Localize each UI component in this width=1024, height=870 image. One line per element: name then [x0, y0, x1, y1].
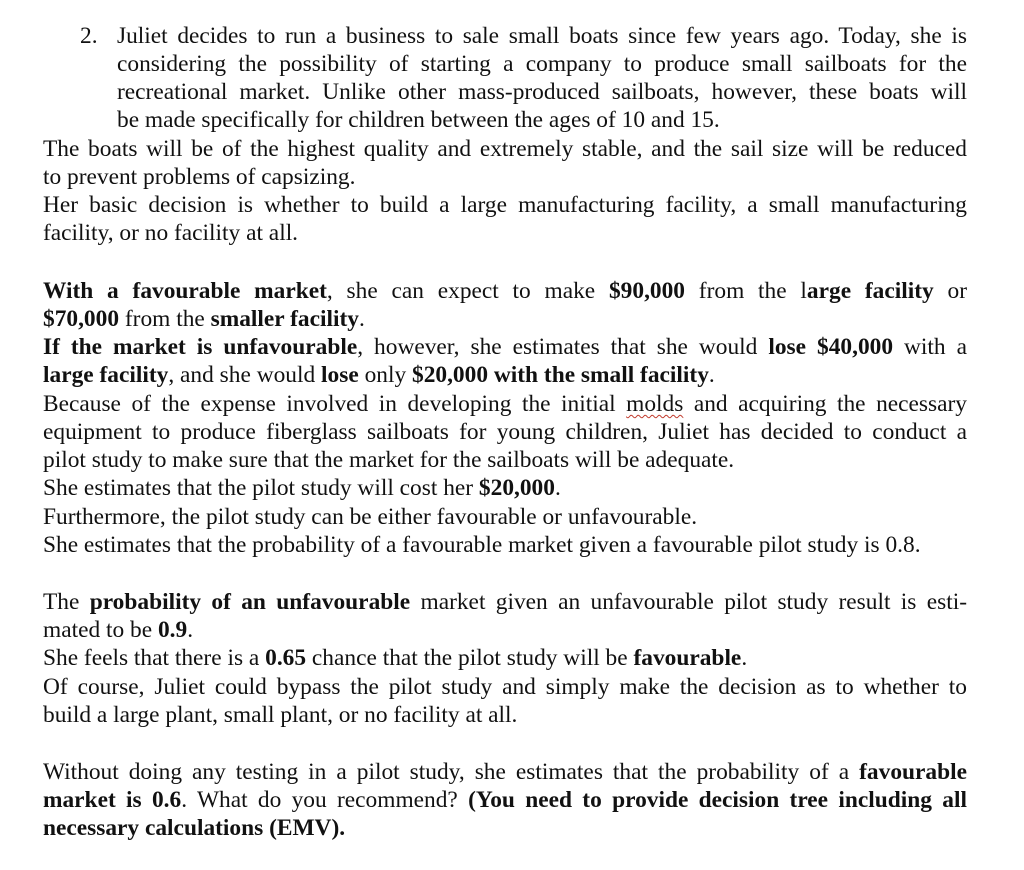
spellcheck-word: molds — [626, 391, 684, 417]
text: . What do you recommend? — [181, 787, 469, 813]
text: Without doing any testing in a pilot study, she estimates that the probability of a — [43, 759, 860, 785]
emphasis: 0.65 — [265, 645, 307, 671]
emphasis: arge facility — [806, 278, 934, 304]
p1-line-4: facility, or no facility at all. — [43, 220, 299, 246]
text: from the — [119, 306, 211, 332]
p2-line-8 — [43, 474, 561, 502]
p3-line-3 — [43, 644, 747, 672]
p1-line-1: The boats will be of the highest quality and extremely stable, and the sail size will be reduced — [43, 136, 967, 162]
text: with a — [893, 334, 967, 360]
emphasis: lose — [321, 362, 359, 388]
text: mated to be — [43, 617, 158, 643]
text: She estimates that the pilot study will cost her — [43, 475, 479, 501]
p4-line-2 — [43, 786, 967, 814]
text: . — [358, 306, 365, 332]
emphasis: favourable — [633, 645, 742, 671]
text: She feels that there is a — [43, 645, 266, 671]
text: chance that the pilot study will be — [306, 645, 634, 671]
emphasis: large facility — [43, 362, 169, 388]
text: . — [741, 645, 748, 671]
text: from the l — [685, 278, 807, 304]
emphasis: $20,000 with the small facility — [412, 362, 709, 388]
text: . — [708, 362, 715, 388]
p2-line-5 — [43, 390, 967, 418]
text: only — [358, 362, 412, 388]
p3-line-1 — [43, 588, 967, 616]
emphasis: $90,000 — [608, 278, 686, 304]
text: , however, she estimates that she would — [357, 334, 769, 360]
intro-line-2: considering the possibility of starting a company to produce small sailboats for the — [117, 51, 967, 77]
text: or — [933, 278, 967, 304]
p2-line-2 — [43, 305, 365, 333]
emphasis: If the market is unfavourable — [43, 334, 358, 360]
p4-line-3: necessary calculations (EMV). — [43, 815, 346, 841]
emphasis: probability of an unfavourable — [89, 589, 411, 615]
text: . — [554, 475, 561, 501]
text: and acquiring the necessary — [683, 391, 967, 417]
emphasis: market is 0.6 — [43, 787, 182, 813]
emphasis: favourable — [859, 759, 967, 785]
p2-line-10: She estimates that the probability of a favourable market given a favourable pilot study is 0.8. — [43, 532, 921, 558]
intro-line-3: recreational market. Unlike other mass-produced sailboats, however, these boats will — [117, 79, 967, 105]
p1-line-3: Her basic decision is whether to build a large manufacturing facility, a small manufacturing — [43, 192, 967, 218]
p3-line-4: Of course, Juliet could bypass the pilot study and simply make the decision as to whether to — [43, 674, 967, 700]
p3-line-5: build a large plant, small plant, or no facility at all. — [43, 702, 518, 728]
text: . — [187, 617, 194, 643]
question-number: 2. — [80, 23, 98, 49]
p3-line-2 — [43, 616, 193, 644]
p2-line-6: equipment to produce fiberglass sailboats for young children, Juliet has decided to conduct a — [43, 419, 967, 445]
p2-line-7: pilot study to make sure that the market for the sailboats will be adequate. — [43, 447, 735, 473]
emphasis: With a favourable market — [43, 278, 327, 304]
p2-line-1 — [43, 277, 967, 305]
text: market given an unfavourable pilot study result is esti- — [410, 589, 968, 615]
emphasis: lose $40,000 — [768, 334, 894, 360]
text: Because of the expense involved in developing the initial — [43, 391, 627, 417]
emphasis: 0.9 — [157, 617, 188, 643]
emphasis: (You need to provide decision tree including all — [468, 787, 967, 813]
text: , she can expect to make — [326, 278, 609, 304]
text: , and she would — [168, 362, 322, 388]
intro-line-4: be made specifically for children between the ages of 10 and 15. — [117, 107, 720, 133]
p2-line-9: Furthermore, the pilot study can be either favourable or unfavourable. — [43, 504, 698, 530]
emphasis: $70,000 — [43, 306, 120, 332]
p1-line-2: to prevent problems of capsizing. — [43, 164, 356, 190]
emphasis: smaller facility — [210, 306, 359, 332]
emphasis: $20,000 — [478, 475, 555, 501]
p2-line-3 — [43, 333, 967, 361]
p4-line-1 — [43, 758, 967, 786]
p2-line-4 — [43, 361, 715, 389]
text: The — [43, 589, 90, 615]
intro-line-1: Juliet decides to run a business to sale small boats since few years ago. Today, she is — [117, 23, 967, 49]
